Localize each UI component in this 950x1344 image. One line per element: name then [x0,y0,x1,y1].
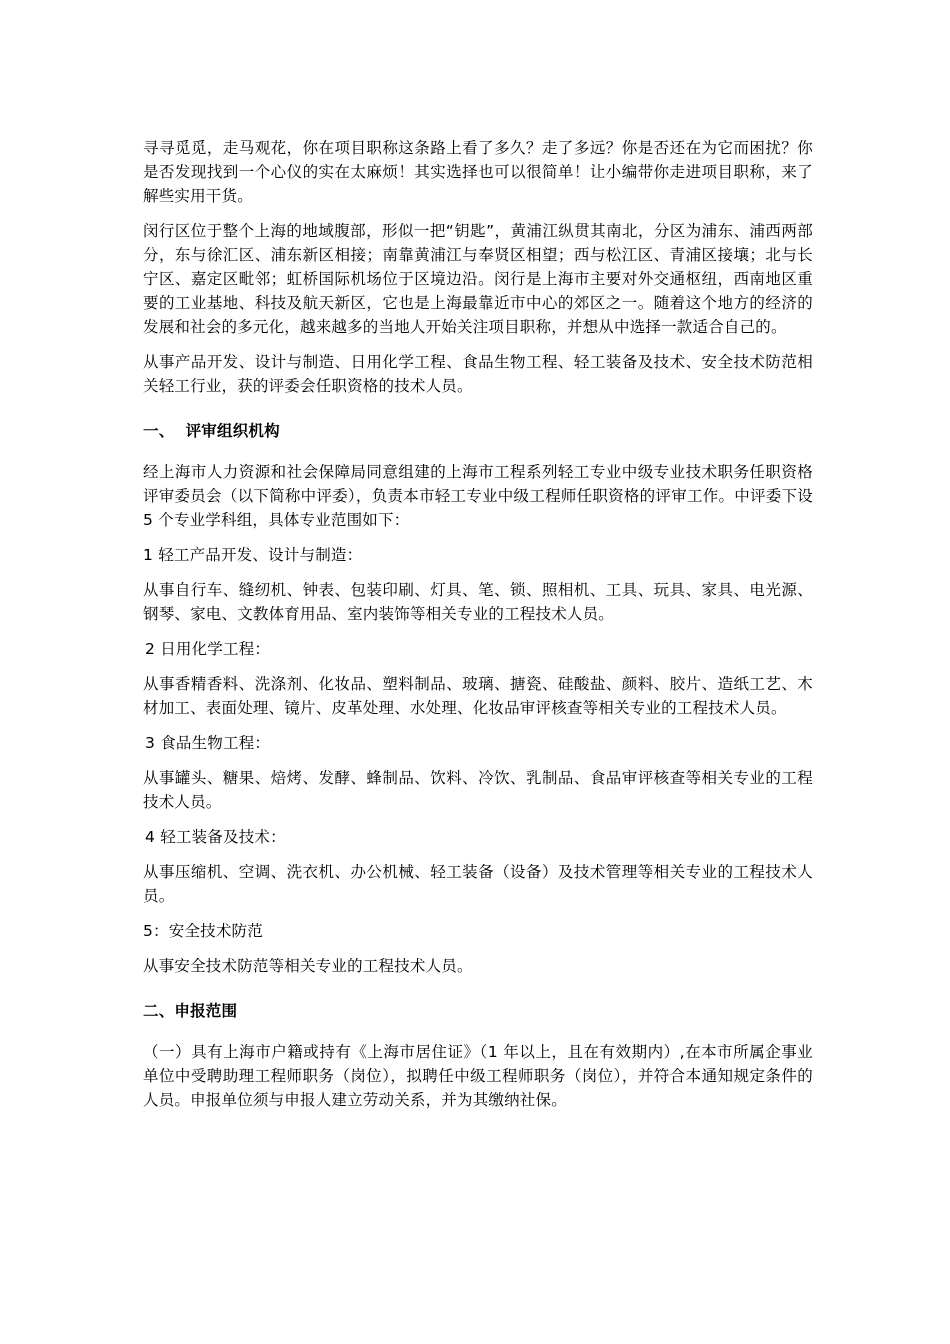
section2-heading: 二、申报范围 [143,1002,238,1020]
section1-body: 经上海市人力资源和社会保障局同意组建的上海市工程系列轻工专业中级专业技术职务任职资格评审委员会（以下简称中评委），负责本市轻工专业中级工程师任职资格的评审工作。中评委下设 5 个专业学科组，具体专业范围如下： [143,463,813,529]
group2-title: 2 日用化学工程： [145,640,271,658]
group2-body: 从事香精香料、洗涤剂、化妆品、塑料制品、玻璃、搪瓷、硅酸盐、颜料、胶片、造纸工艺、木材加工、表面处理、镜片、皮革处理、水处理、化妆品审评核查等相关专业的工程技术人员。 [143,675,813,717]
minhang-paragraph: 闵行区位于整个上海的地域腹部，形似一把“钥匙”，黄浦江纵贯其南北，分区为浦东、浦西两部分，东与徐汇区、浦东新区相接；南靠黄浦江与奉贤区相望；西与松江区、青浦区接壤；北与长宁区、嘉定区毗邻；虹桥国际机场位于区境边沿。闵行是上海市主要对外交通枢纽，西南地区重要的工业基地、科技及航天新区，它也是上海最靠近市中心的郊区之一。随着这个地方的经济的发展和社会的多元化，越来越多的当地人开始关注项目职称，并想从中选择一款适合自己的。 [143,222,813,336]
group4-title: 4 轻工装备及技术： [145,828,286,846]
group5-body: 从事安全技术防范等相关专业的工程技术人员。 [143,957,473,975]
group3-body: 从事罐头、糖果、焙烤、发酵、蜂制品、饮料、冷饮、乳制品、食品审评核查等相关专业的工程技术人员。 [143,769,813,811]
group5-title: 5：安全技术防范 [143,922,263,940]
group1-body: 从事自行车、缝纫机、钟表、包装印刷、灯具、笔、锁、照相机、工具、玩具、家具、电光源、钢琴、家电、文教体育用品、室内装饰等相关专业的工程技术人员。 [143,581,813,623]
section1-heading: 一、 评审组织机构 [143,422,280,440]
intro-paragraph: 寻寻觅觅，走马观花，你在项目职称这条路上看了多久？走了多远？你是否还在为它而困扰？你是否发现找到一个心仪的实在太麻烦！其实选择也可以很简单！让小编带你走进项目职称，来了解些实用干货。 [143,139,813,205]
section2-body: （一）具有上海市户籍或持有《上海市居住证》（1 年以上，且在有效期内）,在本市所属企事业单位中受聘助理工程师职务（岗位），拟聘任中级工程师职务（岗位），并符合本通知规定条件的人员。申报单位须与申报人建立劳动关系，并为其缴纳社保。 [143,1043,813,1109]
scope-intro-paragraph: 从事产品开发、设计与制造、日用化学工程、食品生物工程、轻工装备及技术、安全技术防范相关轻工行业，获的评委会任职资格的技术人员。 [143,353,813,395]
document-page [143,136,813,1123]
group4-body: 从事压缩机、空调、洗衣机、办公机械、轻工装备（设备）及技术管理等相关专业的工程技术人员。 [143,863,813,905]
group3-title: 3 食品生物工程： [145,734,271,752]
group1-title: 1 轻工产品开发、设计与制造： [143,546,363,564]
